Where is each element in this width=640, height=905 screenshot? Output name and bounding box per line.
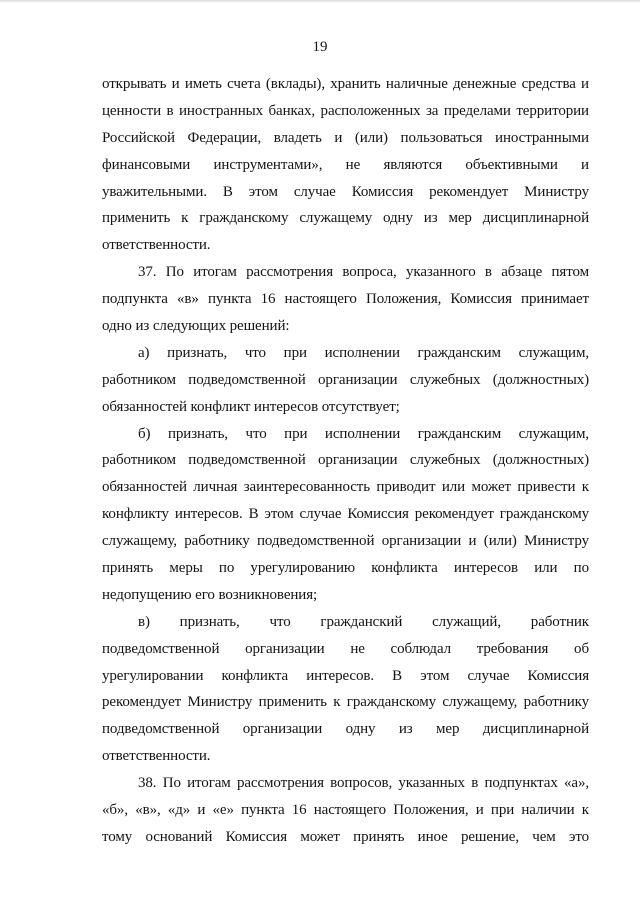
text-line: обязанностей личная заинтересованность приводит или может привести к (102, 479, 589, 496)
text-line: открывать и иметь счета (вклады), хранить наличные денежные средства и (102, 76, 589, 92)
text-line: применить к гражданскому служащему одну из мер дисциплинарной (102, 210, 589, 227)
document-body (102, 71, 589, 851)
text-line: рекомендует Министру применить к гражданскому служащему, работнику (102, 694, 589, 711)
text-line: служащему, работнику подведомственной организации и (или) Министру (102, 533, 589, 550)
text-line: подведомственной организации одну из мер дисциплинарной (102, 721, 589, 738)
text-line: ответственности. (102, 237, 211, 254)
paragraph (102, 259, 589, 340)
text-line: а) признать, что при исполнении гражданским служащим, (138, 344, 589, 361)
text-line: подведомственной организации не соблюдал требования об (102, 640, 589, 657)
text-line: Российской Федерации, владеть и (или) пользоваться иностранными (102, 129, 589, 146)
scan-top-edge (0, 0, 640, 3)
text-line: «б», «в», «д» и «е» пункта 16 настоящего Положения, и при наличии к (102, 802, 589, 819)
page-number: 19 (312, 39, 328, 55)
paragraph (102, 340, 589, 421)
paragraph (102, 421, 589, 609)
text-line: обязанностей конфликт интересов отсутствует; (102, 398, 400, 415)
text-line: финансовыми инструментами», не являются объективными и (102, 156, 589, 173)
text-line: принять меры по урегулированию конфликта интересов или по (102, 560, 589, 577)
text-line: тому оснований Комиссия может принять иное решение, чем это (102, 828, 589, 845)
text-line: уважительными. В этом случае Комиссия рекомендует Министру (102, 183, 589, 200)
text-line: в) признать, что гражданский служащий, работник (138, 613, 589, 630)
text-line: 38. По итогам рассмотрения вопросов, указанных в подпунктах «а», (138, 775, 589, 792)
text-line: урегулировании конфликта интересов. В этом случае Комиссия (102, 667, 589, 684)
paragraph (102, 609, 589, 770)
text-line: ценности в иностранных банках, расположенных за пределами территории (102, 102, 589, 119)
text-line: работником подведомственной организации служебных (должностных) (102, 452, 589, 469)
text-line: работником подведомственной организации служебных (должностных) (102, 371, 589, 388)
text-line: одно из следующих решений: (102, 318, 290, 335)
paragraph (102, 71, 589, 259)
text-line: ответственности. (102, 748, 211, 765)
text-line: б) признать, что при исполнении гражданским служащим, (138, 425, 589, 442)
text-line: подпункта «в» пункта 16 настоящего Положения, Комиссия принимает (102, 291, 589, 308)
text-line: недопущению его возникновения; (102, 586, 318, 603)
paragraph (102, 770, 589, 851)
text-line: конфликту интересов. В этом случае Комиссия рекомендует гражданскому (102, 506, 589, 523)
text-line: 37. По итогам рассмотрения вопроса, указанного в абзаце пятом (138, 264, 589, 281)
